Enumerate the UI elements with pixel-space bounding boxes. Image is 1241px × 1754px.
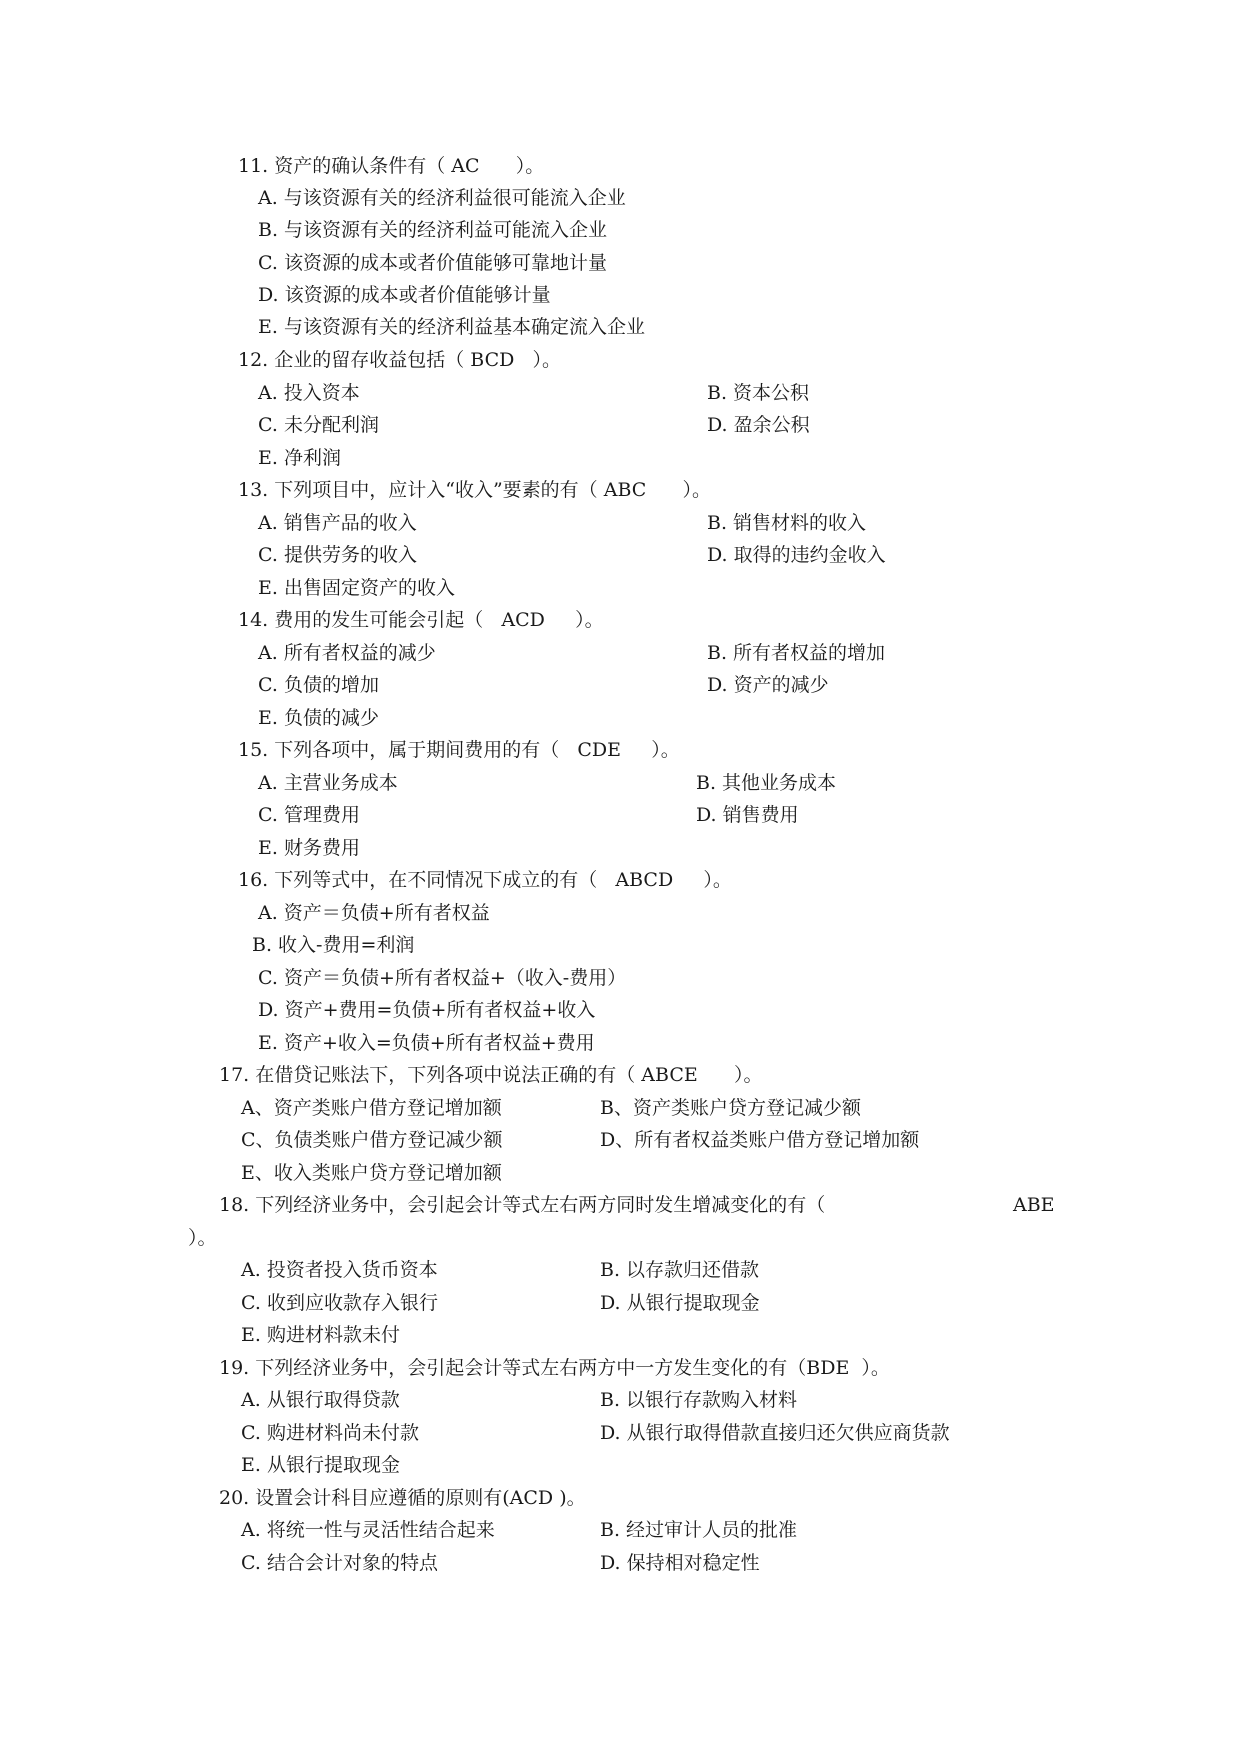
- q18-option-e: E. 购进材料款未付: [241, 1324, 400, 1346]
- question-16-stem: 16. 下列等式中，在不同情况下成立的有（ ABCD ）。: [238, 869, 732, 891]
- q17-option-b: B、资产类账户贷方登记减少额: [600, 1097, 861, 1119]
- q15-option-d: D. 销售费用: [696, 804, 799, 826]
- q18-option-c: C. 收到应收款存入银行: [241, 1292, 438, 1314]
- question-15-stem: 15. 下列各项中，属于期间费用的有（ CDE ）。: [238, 739, 680, 761]
- q16-option-d: D. 资产+费用=负债+所有者权益+收入: [258, 999, 596, 1021]
- q19-option-d: D. 从银行取得借款直接归还欠供应商货款: [600, 1422, 950, 1444]
- q16-option-b: B. 收入-费用=利润: [252, 934, 415, 956]
- q11-option-b: B. 与该资源有关的经济利益可能流入企业: [258, 219, 608, 241]
- question-11-stem: 11. 资产的确认条件有（ AC ）。: [238, 155, 545, 177]
- question-14-stem: 14. 费用的发生可能会引起（ ACD ）。: [238, 609, 604, 631]
- q15-option-e: E. 财务费用: [258, 837, 360, 859]
- q13-option-c: C. 提供劳务的收入: [258, 544, 417, 566]
- q17-option-e: E、收入类账户贷方登记增加额: [241, 1162, 502, 1184]
- q19-option-c: C. 购进材料尚未付款: [241, 1422, 419, 1444]
- q14-option-e: E. 负债的减少: [258, 707, 379, 729]
- q13-option-b: B. 销售材料的收入: [707, 512, 867, 534]
- q11-option-a: A. 与该资源有关的经济利益很可能流入企业: [258, 187, 626, 209]
- q11-option-d: D. 该资源的成本或者价值能够计量: [258, 284, 551, 306]
- q15-option-a: A. 主营业务成本: [258, 772, 398, 794]
- q15-option-b: B. 其他业务成本: [696, 772, 837, 794]
- q12-option-e: E. 净利润: [258, 447, 341, 469]
- question-13-stem: 13. 下列项目中，应计入“收入”要素的有（ ABC ）。: [238, 479, 712, 501]
- q11-option-c: C. 该资源的成本或者价值能够可靠地计量: [258, 252, 607, 274]
- q15-option-c: C. 管理费用: [258, 804, 360, 826]
- question-19-stem: 19. 下列经济业务中，会引起会计等式左右两方中一方发生变化的有（BDE ）。: [219, 1357, 890, 1379]
- q13-option-e: E. 出售固定资产的收入: [258, 577, 455, 599]
- q13-option-d: D. 取得的违约金收入: [707, 544, 886, 566]
- question-17-stem: 17. 在借贷记账法下，下列各项中说法正确的有（ ABCE ）。: [219, 1064, 763, 1086]
- q12-option-c: C. 未分配利润: [258, 414, 379, 436]
- q17-option-a: A、资产类账户借方登记增加额: [241, 1097, 502, 1119]
- q18-answer: ABE: [1013, 1194, 1055, 1216]
- q20-option-d: D. 保持相对稳定性: [600, 1552, 760, 1574]
- q14-option-a: A. 所有者权益的减少: [258, 642, 436, 664]
- q16-option-e: E. 资产+收入=负债+所有者权益+费用: [258, 1032, 595, 1054]
- q18-option-a: A. 投资者投入货币资本: [241, 1259, 438, 1281]
- q19-option-b: B. 以银行存款购入材料: [600, 1389, 798, 1411]
- q16-option-c: C. 资产＝负债+所有者权益+（收入-费用）: [258, 967, 627, 989]
- question-12-stem: 12. 企业的留存收益包括（ BCD ）。: [238, 349, 562, 371]
- q11-option-e: E. 与该资源有关的经济利益基本确定流入企业: [258, 316, 645, 338]
- q20-option-b: B. 经过审计人员的批准: [600, 1519, 798, 1541]
- q12-option-a: A. 投入资本: [258, 382, 360, 404]
- q16-option-a: A. 资产＝负债+所有者权益: [258, 902, 490, 924]
- question-18-stem: 18. 下列经济业务中，会引起会计等式左右两方同时发生增减变化的有（: [219, 1194, 826, 1216]
- q19-option-e: E. 从银行提取现金: [241, 1454, 400, 1476]
- q18-option-b: B. 以存款归还借款: [600, 1259, 760, 1281]
- q20-option-c: C. 结合会计对象的特点: [241, 1552, 438, 1574]
- q18-option-d: D. 从银行提取现金: [600, 1292, 760, 1314]
- q20-option-a: A. 将统一性与灵活性结合起来: [241, 1519, 495, 1541]
- q17-option-c: C、负债类账户借方登记减少额: [241, 1129, 503, 1151]
- q14-option-b: B. 所有者权益的增加: [707, 642, 886, 664]
- q13-option-a: A. 销售产品的收入: [258, 512, 417, 534]
- q14-option-c: C. 负债的增加: [258, 674, 379, 696]
- question-20-stem: 20. 设置会计科目应遵循的原则有(ACD )。: [219, 1487, 586, 1509]
- q12-option-d: D. 盈余公积: [707, 414, 810, 436]
- q19-option-a: A. 从银行取得贷款: [241, 1389, 400, 1411]
- q17-option-d: D、所有者权益类账户借方登记增加额: [600, 1129, 920, 1151]
- q14-option-d: D. 资产的减少: [707, 674, 829, 696]
- q18-stem-end: ）。: [188, 1227, 217, 1249]
- q12-option-b: B. 资本公积: [707, 382, 810, 404]
